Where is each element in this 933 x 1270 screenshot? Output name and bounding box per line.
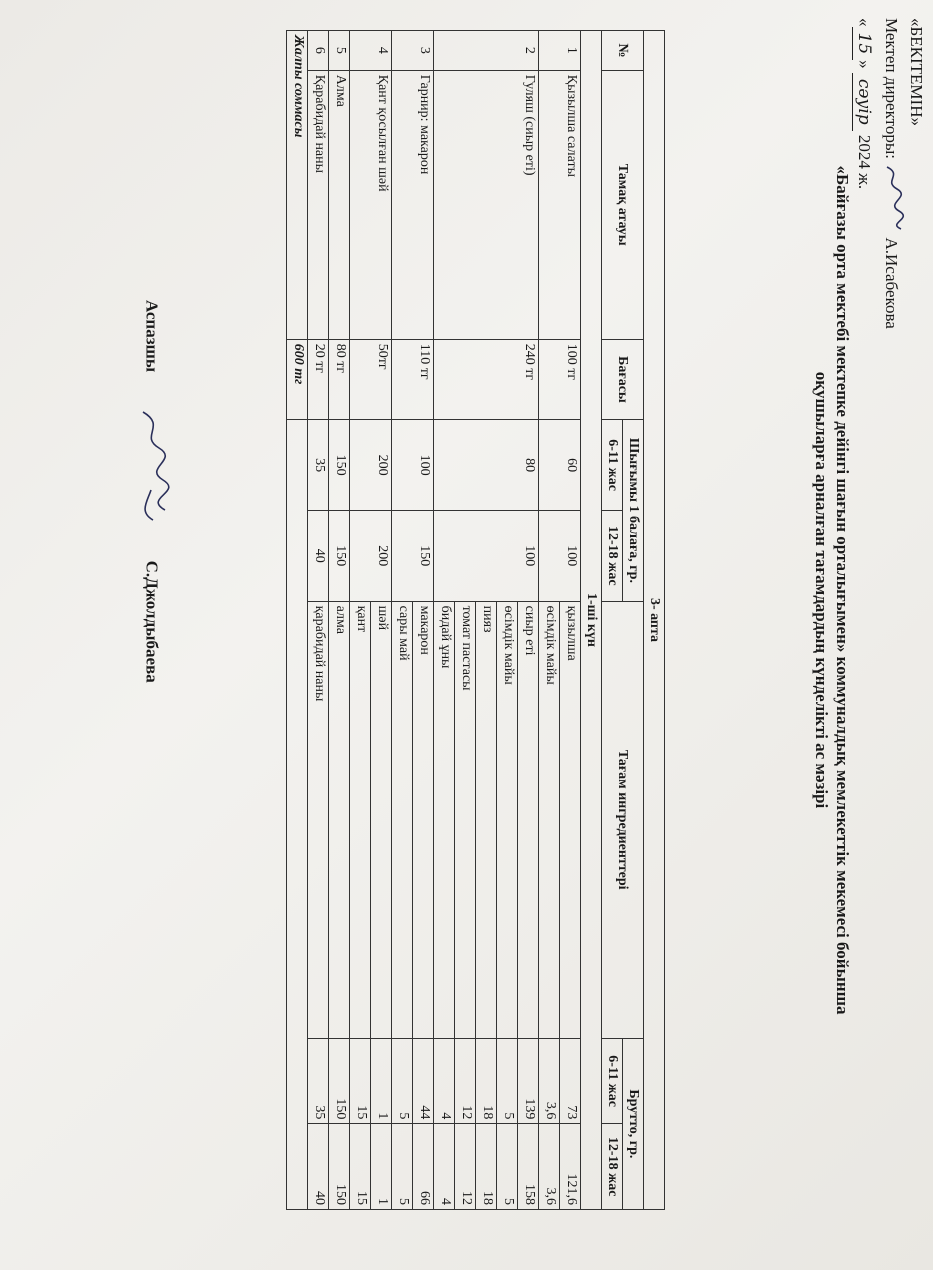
brutto-age2: 3,6 bbox=[539, 1124, 560, 1210]
col-price: Бағасы bbox=[602, 339, 644, 420]
ingredient-name: томат пастасы bbox=[455, 601, 476, 1038]
brutto-age2: 15 bbox=[350, 1124, 371, 1210]
ingredient-name: өсімдік майы bbox=[539, 601, 560, 1038]
cook-name: С.Джолдыбаева bbox=[142, 560, 162, 683]
brutto-age2: 4 bbox=[434, 1124, 455, 1210]
output-age2: 40 bbox=[308, 510, 329, 601]
brutto-age2: 1 bbox=[371, 1124, 392, 1210]
output-age1: 35 bbox=[308, 420, 329, 511]
brutto-age1: 139 bbox=[518, 1038, 539, 1124]
dish-price: 110 тг bbox=[392, 339, 434, 420]
ingredient-name: бидай ұны bbox=[434, 601, 455, 1038]
ingredient-name: алма bbox=[329, 601, 350, 1038]
brutto-age1: 44 bbox=[413, 1038, 434, 1124]
col-brutto-age2: 12-18 жас bbox=[602, 1124, 623, 1210]
ingredient-name: қызылша bbox=[560, 601, 581, 1038]
date-month: сәуір bbox=[852, 73, 875, 131]
col-output-age1: 6-11 жас bbox=[602, 420, 623, 511]
brutto-age2: 150 bbox=[329, 1124, 350, 1210]
total-label: Жалпы соммасы bbox=[287, 31, 308, 340]
brutto-age2: 5 bbox=[392, 1124, 413, 1210]
approval-heading: «БЕКІТЕМІН» bbox=[907, 18, 926, 126]
brutto-age1: 5 bbox=[392, 1038, 413, 1124]
brutto-age2: 12 bbox=[455, 1124, 476, 1210]
approval-date: «15» сәуір 2024 ж. bbox=[854, 18, 874, 190]
ingredient-name: шәй bbox=[371, 601, 392, 1038]
dish-name: Қарабидай наны bbox=[308, 70, 329, 339]
brutto-age1: 1 bbox=[371, 1038, 392, 1124]
brutto-age2: 121,6 bbox=[560, 1124, 581, 1210]
brutto-age2: 18 bbox=[476, 1124, 497, 1210]
table-row bbox=[518, 31, 539, 1210]
total-empty bbox=[287, 420, 308, 1210]
date-year: 2024 ж. bbox=[855, 134, 874, 190]
output-age2: 150 bbox=[392, 510, 434, 601]
brutto-age2: 158 bbox=[518, 1124, 539, 1210]
total-value: 600 тг bbox=[287, 339, 308, 420]
ingredient-name: қант bbox=[350, 601, 371, 1038]
total-row bbox=[287, 31, 308, 1210]
dish-name: Қант қосылған шәй bbox=[350, 70, 392, 339]
col-dish: Тамақ атауы bbox=[602, 70, 644, 339]
dish-name: Қызылша салаты bbox=[539, 70, 581, 339]
cook-signature-line bbox=[128, 300, 173, 683]
brutto-age2: 66 bbox=[413, 1124, 434, 1210]
col-output: Шығымы 1 балаға, гр. bbox=[623, 420, 644, 601]
row-number: 1 bbox=[539, 31, 581, 71]
ingredient-name: қарабидай наны bbox=[308, 601, 329, 1038]
brutto-age1: 35 bbox=[308, 1038, 329, 1124]
brutto-age1: 150 bbox=[329, 1038, 350, 1124]
director-label: Мектеп директоры: bbox=[882, 18, 902, 159]
brutto-age1: 73 bbox=[560, 1038, 581, 1124]
dish-price: 240 тг bbox=[434, 339, 539, 420]
brutto-age2: 40 bbox=[308, 1124, 329, 1210]
ingredient-name: сары май bbox=[392, 601, 413, 1038]
output-age2: 150 bbox=[329, 510, 350, 601]
output-age1: 60 bbox=[539, 420, 581, 511]
table-row bbox=[413, 31, 434, 1210]
table-row bbox=[371, 31, 392, 1210]
table-row bbox=[329, 31, 350, 1210]
table-row bbox=[308, 31, 329, 1210]
ingredient-name: пияз bbox=[476, 601, 497, 1038]
brutto-age1: 5 bbox=[497, 1038, 518, 1124]
col-brutto: Брутто, гр. bbox=[623, 1038, 644, 1209]
dish-name: Алма bbox=[329, 70, 350, 339]
output-age2: 200 bbox=[350, 510, 392, 601]
menu-table bbox=[286, 30, 665, 1210]
director-name: А.Исабекова bbox=[882, 237, 902, 329]
ingredient-name: сиыр еті bbox=[518, 601, 539, 1038]
brutto-age1: 3,6 bbox=[539, 1038, 560, 1124]
output-age2: 100 bbox=[539, 510, 581, 601]
dish-price: 20 тг bbox=[308, 339, 329, 420]
dish-price: 50тг bbox=[350, 339, 392, 420]
row-number: 2 bbox=[434, 31, 539, 71]
table-row bbox=[560, 31, 581, 1210]
brutto-age2: 5 bbox=[497, 1124, 518, 1210]
document-title bbox=[811, 90, 853, 1090]
dish-price: 100 тг bbox=[539, 339, 581, 420]
approval-block bbox=[852, 18, 927, 329]
output-age2: 100 bbox=[434, 510, 539, 601]
title-line-2: оқушыларға арналған тағамдардың күнделікті ас мәзірі bbox=[812, 371, 831, 809]
date-day: 15 bbox=[852, 27, 875, 61]
ingredient-name: макарон bbox=[413, 601, 434, 1038]
dish-name: Гуляш (сиыр еті) bbox=[434, 70, 539, 339]
col-output-age2: 12-18 жас bbox=[602, 510, 623, 601]
menu-body bbox=[308, 31, 581, 1210]
ingredient-name: өсімдік майы bbox=[497, 601, 518, 1038]
day-label: 1-ші күн bbox=[581, 31, 602, 1210]
brutto-age1: 15 bbox=[350, 1038, 371, 1124]
row-number: 3 bbox=[392, 31, 434, 71]
cook-role: Аспазшы bbox=[142, 300, 162, 373]
dish-name: Гарнир: макарон bbox=[392, 70, 434, 339]
dish-price: 80 тг bbox=[329, 339, 350, 420]
brutto-age1: 4 bbox=[434, 1038, 455, 1124]
row-number: 5 bbox=[329, 31, 350, 71]
output-age1: 100 bbox=[392, 420, 434, 511]
cook-signature bbox=[128, 406, 173, 526]
col-ingredients: Тағам ингредиенттері bbox=[602, 601, 644, 1038]
week-label: 3- апта bbox=[644, 31, 665, 1210]
row-number: 4 bbox=[350, 31, 392, 71]
output-age1: 80 bbox=[434, 420, 539, 511]
title-line-1: «Байғазы орта мектебі мектепке дейінгі шағын орталығымен» коммуналдық мемлекеттік мекемесі бойынша bbox=[833, 165, 852, 1015]
director-line bbox=[875, 18, 905, 329]
col-brutto-age1: 6-11 жас bbox=[602, 1038, 623, 1124]
director-signature bbox=[875, 163, 905, 233]
output-age1: 150 bbox=[329, 420, 350, 511]
brutto-age1: 12 bbox=[455, 1038, 476, 1124]
output-age1: 200 bbox=[350, 420, 392, 511]
row-number: 6 bbox=[308, 31, 329, 71]
col-num: № bbox=[602, 31, 644, 71]
brutto-age1: 18 bbox=[476, 1038, 497, 1124]
